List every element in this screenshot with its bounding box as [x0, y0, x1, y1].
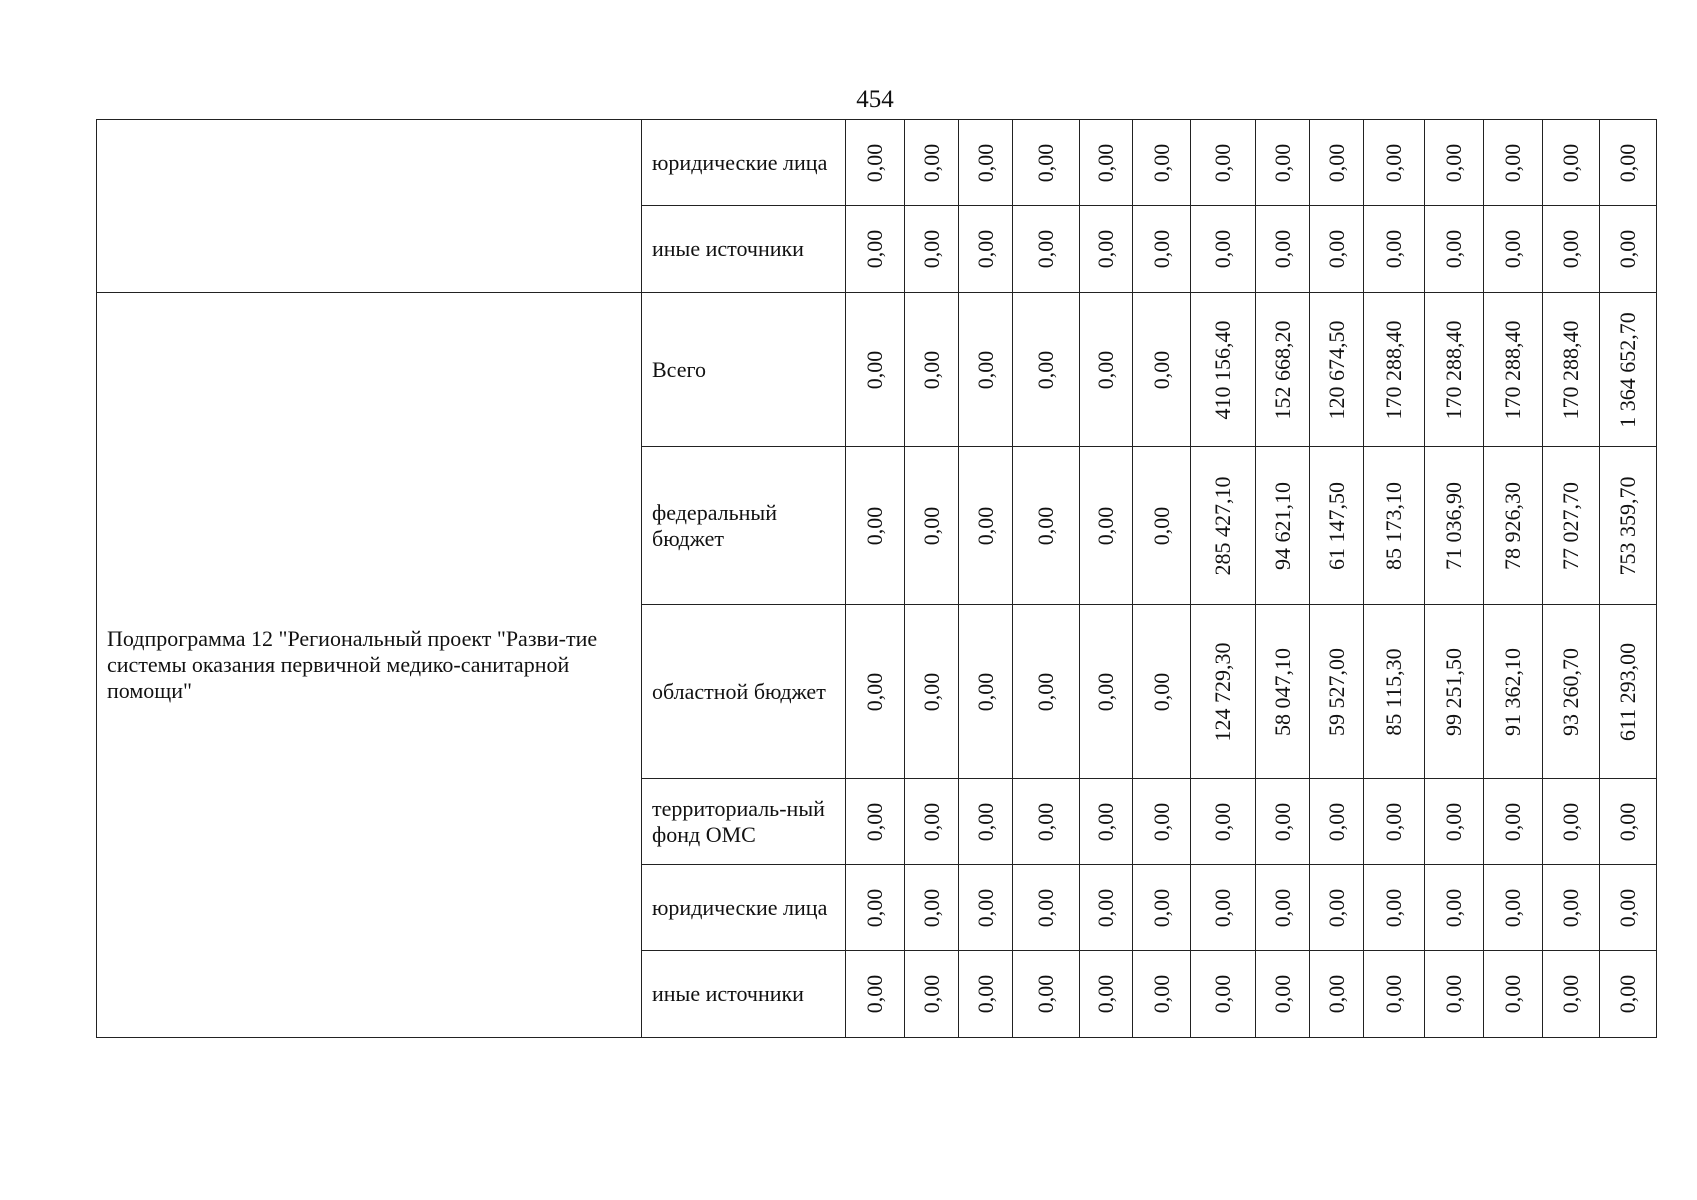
funding-source-cell: областной бюджет: [642, 605, 846, 779]
amount-value: 0,00: [862, 506, 887, 545]
amount-cell: [1080, 779, 1133, 865]
amount-value: 0,00: [972, 350, 998, 389]
amount-value: 0,00: [1615, 229, 1640, 269]
amount-cell: [1484, 447, 1543, 605]
amount-value: 85 173,10: [1381, 481, 1406, 570]
amount-value: 753 359,70: [1615, 476, 1640, 575]
amount-value: 0,00: [1269, 143, 1295, 182]
amount-cell: [846, 865, 905, 951]
amount-cell: [1543, 865, 1600, 951]
amount-cell: [1364, 447, 1425, 605]
program-name-cell: Подпрограмма 12 "Региональный проект "Разви-тие системы оказания первичной медико-санитарной помощи": [97, 293, 642, 1038]
amount-value: 0,00: [972, 229, 998, 269]
page-number: 454: [856, 86, 894, 113]
amount-cell: [846, 206, 905, 293]
amount-value: 0,00: [1210, 229, 1235, 269]
amount-cell: [1013, 779, 1080, 865]
amount-cell: [1364, 293, 1425, 447]
amount-cell: [1013, 447, 1080, 605]
amount-value: 0,00: [1033, 974, 1058, 1014]
amount-cell: [1364, 120, 1425, 206]
amount-value: 0,00: [1148, 143, 1174, 182]
amount-value: 0,00: [862, 672, 887, 711]
amount-value: 0,00: [918, 802, 944, 841]
amount-value: 0,00: [1615, 974, 1640, 1014]
funding-source-cell: федеральный бюджет: [642, 447, 846, 605]
amount-cell: [1600, 605, 1657, 779]
amount-value: 0,00: [1323, 802, 1349, 841]
amount-cell: [1256, 779, 1310, 865]
amount-value: 91 362,10: [1500, 647, 1525, 736]
amount-value: 0,00: [1381, 888, 1406, 927]
amount-cell: [1543, 293, 1600, 447]
amount-cell: [1310, 206, 1364, 293]
amount-cell: [1256, 206, 1310, 293]
amount-cell: [1013, 120, 1080, 206]
amount-value: 0,00: [1093, 229, 1118, 269]
amount-value: 0,00: [1210, 888, 1235, 927]
table-row: [97, 293, 1657, 447]
amount-value: 0,00: [862, 229, 887, 269]
amount-value: 0,00: [1148, 350, 1174, 389]
amount-cell: [905, 865, 959, 951]
amount-value: 0,00: [918, 672, 944, 711]
amount-cell: [905, 206, 959, 293]
amount-value: 0,00: [918, 229, 944, 269]
amount-cell: [1013, 206, 1080, 293]
program-name-cell: [97, 120, 642, 293]
amount-cell: [1425, 865, 1484, 951]
amount-cell: [1484, 951, 1543, 1038]
amount-cell: [1133, 779, 1191, 865]
amount-value: 61 147,50: [1323, 481, 1349, 570]
amount-cell: [1133, 447, 1191, 605]
amount-cell: [1310, 605, 1364, 779]
amount-cell: [1543, 206, 1600, 293]
amount-value: 0,00: [1323, 143, 1349, 182]
amount-cell: [905, 951, 959, 1038]
amount-value: 0,00: [1210, 974, 1235, 1014]
amount-cell: [1484, 206, 1543, 293]
amount-value: 0,00: [1033, 506, 1058, 545]
amount-cell: [1364, 605, 1425, 779]
amount-value: 410 156,40: [1210, 320, 1235, 419]
amount-cell: [959, 865, 1013, 951]
amount-cell: [959, 779, 1013, 865]
amount-value: 170 288,40: [1441, 320, 1466, 419]
amount-cell: [1600, 779, 1657, 865]
amount-value: 0,00: [1381, 229, 1406, 269]
amount-value: 0,00: [1323, 888, 1349, 927]
amount-value: 94 621,10: [1269, 481, 1295, 570]
amount-value: 71 036,90: [1441, 481, 1466, 570]
amount-cell: [1543, 120, 1600, 206]
amount-cell: [1191, 951, 1256, 1038]
amount-value: 0,00: [1093, 888, 1118, 927]
amount-cell: [1191, 605, 1256, 779]
amount-value: 0,00: [1500, 229, 1525, 269]
amount-value: 0,00: [1500, 974, 1525, 1014]
amount-value: 0,00: [1148, 229, 1174, 269]
amount-cell: [1013, 293, 1080, 447]
amount-value: 0,00: [918, 506, 944, 545]
amount-value: 0,00: [1441, 888, 1466, 927]
amount-value: 0,00: [862, 143, 887, 182]
amount-cell: [1364, 206, 1425, 293]
amount-cell: [1133, 206, 1191, 293]
amount-cell: [1310, 865, 1364, 951]
amount-value: 85 115,30: [1381, 647, 1406, 736]
amount-cell: [1080, 120, 1133, 206]
amount-cell: [1133, 951, 1191, 1038]
amount-value: 0,00: [862, 888, 887, 927]
funding-source-cell: иные источники: [642, 206, 846, 293]
amount-cell: [1425, 447, 1484, 605]
amount-cell: [1013, 865, 1080, 951]
amount-value: 59 527,00: [1323, 647, 1349, 736]
amount-cell: [1425, 206, 1484, 293]
amount-value: 0,00: [1615, 802, 1640, 841]
amount-cell: [1013, 951, 1080, 1038]
funding-source-cell: Всего: [642, 293, 846, 447]
amount-cell: [1484, 779, 1543, 865]
amount-value: 0,00: [862, 350, 887, 389]
amount-cell: [1600, 865, 1657, 951]
amount-cell: [846, 605, 905, 779]
amount-cell: [1080, 951, 1133, 1038]
amount-value: 0,00: [1500, 888, 1525, 927]
amount-cell: [1256, 447, 1310, 605]
amount-value: 170 288,40: [1381, 320, 1406, 419]
financing-table: [96, 119, 1657, 1038]
amount-value: 0,00: [1500, 802, 1525, 841]
amount-value: 0,00: [972, 506, 998, 545]
amount-value: 0,00: [1033, 350, 1058, 389]
amount-cell: [1543, 779, 1600, 865]
amount-value: 0,00: [1033, 888, 1058, 927]
amount-cell: [1256, 865, 1310, 951]
amount-cell: [1543, 951, 1600, 1038]
amount-value: 0,00: [1558, 143, 1583, 182]
amount-cell: [1364, 779, 1425, 865]
amount-value: 0,00: [1323, 229, 1349, 269]
amount-value: 77 027,70: [1558, 481, 1583, 570]
amount-value: 0,00: [1269, 229, 1295, 269]
amount-cell: [1600, 293, 1657, 447]
amount-value: 170 288,40: [1558, 320, 1583, 419]
amount-cell: [1080, 605, 1133, 779]
amount-value: 0,00: [1093, 974, 1118, 1014]
amount-value: 0,00: [918, 888, 944, 927]
amount-value: 0,00: [1148, 506, 1174, 545]
amount-value: 0,00: [1615, 888, 1640, 927]
amount-cell: [1600, 951, 1657, 1038]
amount-cell: [1425, 605, 1484, 779]
amount-cell: [1484, 293, 1543, 447]
amount-cell: [905, 120, 959, 206]
amount-cell: [846, 293, 905, 447]
amount-cell: [959, 951, 1013, 1038]
amount-cell: [1310, 120, 1364, 206]
amount-value: 0,00: [1558, 888, 1583, 927]
amount-value: 0,00: [1441, 143, 1466, 182]
amount-cell: [1080, 865, 1133, 951]
amount-cell: [1191, 206, 1256, 293]
amount-value: 0,00: [1500, 143, 1525, 182]
amount-cell: [846, 951, 905, 1038]
amount-value: 0,00: [972, 143, 998, 182]
amount-value: 0,00: [1148, 974, 1174, 1014]
amount-value: 120 674,50: [1323, 320, 1349, 419]
amount-cell: [1080, 293, 1133, 447]
amount-value: 0,00: [1323, 974, 1349, 1014]
amount-cell: [846, 120, 905, 206]
amount-cell: [905, 605, 959, 779]
amount-value: 0,00: [972, 888, 998, 927]
amount-value: 0,00: [918, 143, 944, 182]
amount-value: 0,00: [972, 802, 998, 841]
amount-value: 99 251,50: [1441, 647, 1466, 736]
amount-value: 0,00: [1269, 888, 1295, 927]
amount-cell: [959, 120, 1013, 206]
amount-cell: [1256, 120, 1310, 206]
amount-cell: [1191, 447, 1256, 605]
amount-cell: [1310, 293, 1364, 447]
amount-value: 0,00: [1441, 229, 1466, 269]
funding-source-cell: иные источники: [642, 951, 846, 1038]
amount-cell: [1484, 605, 1543, 779]
amount-value: 152 668,20: [1269, 320, 1295, 419]
amount-cell: [1013, 605, 1080, 779]
table-row: [97, 120, 1657, 206]
amount-cell: [1543, 447, 1600, 605]
amount-value: 0,00: [1033, 672, 1058, 711]
amount-value: 170 288,40: [1500, 320, 1525, 419]
amount-cell: [1256, 293, 1310, 447]
amount-cell: [1310, 951, 1364, 1038]
amount-cell: [959, 206, 1013, 293]
amount-value: 0,00: [1558, 974, 1583, 1014]
amount-cell: [1133, 865, 1191, 951]
amount-value: 0,00: [1033, 229, 1058, 269]
amount-value: 124 729,30: [1210, 642, 1235, 741]
amount-value: 0,00: [1033, 143, 1058, 182]
amount-cell: [1191, 120, 1256, 206]
amount-value: 0,00: [972, 672, 998, 711]
amount-cell: [1310, 779, 1364, 865]
amount-cell: [1425, 779, 1484, 865]
amount-cell: [1191, 865, 1256, 951]
amount-value: 0,00: [1148, 802, 1174, 841]
amount-value: 611 293,00: [1615, 642, 1640, 741]
amount-value: 0,00: [1381, 802, 1406, 841]
amount-cell: [1484, 865, 1543, 951]
amount-value: 0,00: [1093, 506, 1118, 545]
amount-cell: [1425, 951, 1484, 1038]
amount-value: 0,00: [1210, 143, 1235, 182]
amount-cell: [1364, 951, 1425, 1038]
amount-value: 0,00: [1148, 888, 1174, 927]
amount-value: 78 926,30: [1500, 481, 1525, 570]
amount-cell: [1133, 120, 1191, 206]
amount-cell: [905, 293, 959, 447]
amount-value: 0,00: [1148, 672, 1174, 711]
amount-cell: [1191, 293, 1256, 447]
amount-cell: [846, 447, 905, 605]
amount-value: 0,00: [1381, 974, 1406, 1014]
amount-cell: [1543, 605, 1600, 779]
amount-cell: [1080, 447, 1133, 605]
amount-value: 0,00: [1093, 802, 1118, 841]
amount-cell: [959, 605, 1013, 779]
amount-value: 0,00: [1093, 672, 1118, 711]
amount-cell: [1256, 951, 1310, 1038]
amount-cell: [1600, 206, 1657, 293]
amount-value: 1 364 652,70: [1615, 311, 1640, 428]
funding-source-cell: юридические лица: [642, 865, 846, 951]
amount-cell: [1600, 447, 1657, 605]
amount-cell: [1484, 120, 1543, 206]
amount-value: 0,00: [1093, 350, 1118, 389]
amount-cell: [959, 447, 1013, 605]
funding-source-cell: территориаль-ный фонд ОМС: [642, 779, 846, 865]
amount-value: 0,00: [1441, 802, 1466, 841]
amount-value: 0,00: [1269, 802, 1295, 841]
amount-value: 0,00: [862, 802, 887, 841]
amount-value: 0,00: [862, 974, 887, 1014]
amount-value: 0,00: [918, 350, 944, 389]
amount-cell: [1600, 120, 1657, 206]
amount-cell: [1133, 605, 1191, 779]
amount-cell: [959, 293, 1013, 447]
amount-cell: [1310, 447, 1364, 605]
amount-cell: [1425, 293, 1484, 447]
amount-cell: [1133, 293, 1191, 447]
table-body: [97, 120, 1657, 1038]
amount-cell: [905, 447, 959, 605]
amount-cell: [905, 779, 959, 865]
amount-value: 0,00: [1033, 802, 1058, 841]
amount-value: 0,00: [1441, 974, 1466, 1014]
amount-value: 58 047,10: [1269, 647, 1295, 736]
amount-value: 0,00: [1269, 974, 1295, 1014]
amount-value: 0,00: [1615, 143, 1640, 182]
amount-value: 0,00: [1558, 229, 1583, 269]
amount-value: 285 427,10: [1210, 476, 1235, 575]
amount-cell: [1191, 779, 1256, 865]
amount-value: 0,00: [1381, 143, 1406, 182]
amount-value: 0,00: [972, 974, 998, 1014]
amount-cell: [1425, 120, 1484, 206]
amount-value: 0,00: [1210, 802, 1235, 841]
funding-source-cell: юридические лица: [642, 120, 846, 206]
amount-cell: [1080, 206, 1133, 293]
amount-value: 93 260,70: [1558, 647, 1583, 736]
amount-cell: [1256, 605, 1310, 779]
amount-value: 0,00: [1093, 143, 1118, 182]
amount-value: 0,00: [1558, 802, 1583, 841]
amount-cell: [846, 779, 905, 865]
amount-value: 0,00: [918, 974, 944, 1014]
amount-cell: [1364, 865, 1425, 951]
